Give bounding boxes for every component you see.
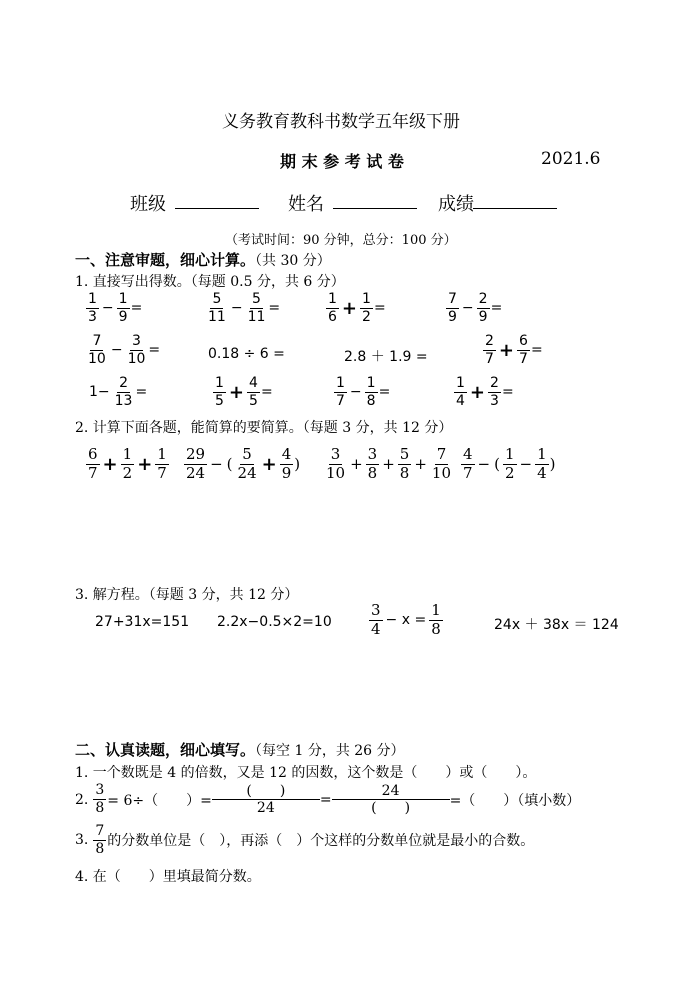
frac-num: 2 [490, 375, 499, 391]
equals: = [260, 384, 273, 401]
frac-num: 1 [88, 291, 97, 307]
equals: = [268, 300, 281, 317]
frac-num: 1 [366, 375, 376, 391]
section1-heading-text: 一、注意审题，细心计算。 [75, 251, 256, 269]
q1-item-9 [87, 376, 147, 408]
frac-num: 2 [119, 375, 129, 391]
operator: − [110, 342, 123, 359]
frac-num: 4 [463, 445, 473, 463]
frac-num: 24 [332, 783, 450, 800]
frac-den: 8 [95, 800, 105, 817]
frac-num: 7 [92, 333, 102, 349]
long-fraction-1 [212, 783, 320, 816]
q2-expr-1 [85, 447, 170, 482]
equation-middle: − x = [385, 612, 427, 629]
frac-den: 7 [88, 463, 98, 482]
section2-heading [75, 739, 405, 760]
frac-den: 10 [127, 350, 146, 367]
frac-den: 10 [431, 463, 452, 482]
equals: = [319, 791, 332, 808]
operator: + [350, 455, 363, 474]
exam-info: （考试时间：90 分钟，总分：100 分） [225, 233, 457, 248]
section2-points: （每空 1 分，共 26 分） [255, 743, 405, 759]
frac-num: 4 [249, 375, 258, 391]
equals: = [135, 384, 148, 401]
frac-num: 2 [485, 333, 494, 349]
frac-num: 1 [157, 445, 167, 463]
q1-item-8 [482, 334, 543, 366]
q2-expr-4 [460, 447, 556, 482]
frac-den: 11 [247, 308, 266, 325]
equation-2: 2.2x−0.5×2=10 [217, 614, 332, 630]
decimal-blank: =（ ）（填小数） [449, 792, 581, 809]
frac-num: 1 [537, 445, 547, 463]
equals: = [490, 300, 503, 317]
frac-den: 10 [326, 463, 346, 482]
frac-num: ( ) [212, 783, 320, 800]
frac-num: 6 [88, 445, 98, 463]
exam-subtitle: 期 末 参 考 试 卷 [280, 152, 404, 171]
frac-num: 1 [122, 445, 133, 463]
operator: + [414, 455, 427, 474]
s2-q3 [75, 824, 534, 856]
long-fraction-2 [332, 783, 450, 816]
section2-heading-text: 二、认真读题，细心填写。 [75, 741, 256, 759]
frac-num: 3 [95, 782, 105, 799]
frac-den: ( ) [371, 800, 411, 817]
operator: + [341, 297, 358, 319]
s2-q1: 1. 一个数既是 4 的倍数，又是 12 的因数，这个数是（ ）或（ ）。 [75, 765, 537, 781]
frac-num: 1 [456, 375, 465, 391]
division-blank: = 6÷（ ）= [107, 792, 212, 809]
frac-den: 7 [485, 350, 494, 367]
q1-item-3 [325, 292, 386, 324]
frac-num: 5 [399, 445, 410, 463]
frac-num: 1 [215, 375, 224, 391]
frac-den: 4 [456, 392, 465, 409]
frac-den: 8 [431, 619, 441, 638]
frac-den: 13 [114, 392, 133, 409]
q1-item-12 [453, 376, 514, 408]
frac-den: 3 [88, 308, 97, 325]
q1-item-5 [85, 334, 160, 366]
q2-expr-3 [323, 447, 454, 482]
operator: − [349, 384, 362, 401]
lead-term: 1− [89, 384, 110, 401]
frac-num: 3 [371, 601, 381, 619]
operator: − [230, 300, 243, 317]
frac-den: 7 [336, 392, 345, 409]
frac-num: 1 [118, 291, 128, 307]
question-number: 2. [75, 791, 89, 808]
operator: − [519, 455, 533, 474]
q2-title: 2. 计算下面各题，能简算的要简算。（每题 3 分，共 12 分） [75, 420, 453, 436]
frac-num: 1 [336, 375, 345, 391]
question-text: 的分数单位是（ ），再添（ ）个这样的分数单位就是最小的合数。 [107, 833, 535, 850]
frac-den: 10 [88, 350, 106, 367]
q1-item-6: 0.18 ÷ 6 = [208, 346, 285, 362]
right-paren: ) [294, 455, 301, 474]
equals: = [130, 300, 143, 317]
frac-num: 5 [242, 445, 252, 463]
frac-num: 3 [330, 445, 341, 463]
equals: = [530, 342, 543, 359]
frac-den: 9 [118, 308, 128, 325]
score-blank[interactable] [473, 208, 557, 209]
equation-1: 27+31x=151 [95, 614, 190, 630]
frac-den: 9 [448, 308, 457, 325]
question-number: 3. [75, 832, 89, 849]
frac-num: 6 [519, 333, 528, 349]
equals: = [373, 300, 386, 317]
operator: + [498, 339, 515, 361]
operator: + [102, 453, 118, 475]
frac-den: 3 [490, 392, 499, 409]
frac-den: 2 [362, 308, 371, 325]
frac-num: 4 [281, 445, 292, 463]
page-title: 义务教育教科书数学五年级下册 [222, 112, 460, 132]
frac-den: 24 [186, 463, 206, 482]
frac-num: 3 [132, 333, 141, 349]
s2-q4: 4. 在（ ）里填最简分数。 [75, 869, 261, 885]
q1-item-1 [85, 292, 142, 324]
frac-den: 7 [157, 463, 167, 482]
s2-q2 [75, 783, 580, 816]
frac-num: 7 [95, 823, 105, 839]
left-paren: ( [494, 455, 500, 474]
right-paren: ) [549, 455, 556, 474]
frac-num: 7 [436, 445, 447, 463]
frac-num: 2 [478, 291, 488, 307]
q1-title: 1. 直接写出得数。（每题 0.5 分，共 6 分） [75, 274, 345, 290]
operator: + [137, 453, 153, 475]
q1-item-7: 2.8 ＋ 1.9 = [344, 349, 428, 365]
equals: = [148, 342, 161, 359]
operator: − [461, 300, 474, 317]
frac-den: 8 [367, 463, 378, 482]
frac-den: 9 [281, 463, 292, 482]
class-label: 班级 [130, 194, 166, 215]
frac-num: 1 [431, 601, 441, 619]
section1-heading [75, 249, 331, 270]
frac-den: 5 [249, 392, 258, 409]
operator: + [469, 381, 486, 403]
frac-den: 7 [519, 350, 528, 367]
exam-date: 2021.6 [541, 149, 601, 169]
frac-num: 5 [252, 291, 261, 307]
frac-num: 1 [328, 291, 337, 307]
frac-num: 3 [367, 445, 378, 463]
q1-item-10 [212, 376, 273, 408]
class-blank[interactable] [175, 208, 259, 209]
frac-den: 9 [478, 308, 488, 325]
frac-den: 6 [328, 308, 337, 325]
frac-den: 7 [463, 463, 473, 482]
operator: − [210, 455, 223, 474]
operator: − [101, 300, 114, 317]
operator: − [477, 455, 491, 474]
equals: = [501, 384, 514, 401]
q1-item-11 [333, 376, 390, 408]
frac-num: 1 [504, 445, 515, 463]
frac-num: 7 [448, 291, 457, 307]
name-blank[interactable] [333, 208, 417, 209]
frac-num: 1 [362, 291, 371, 307]
frac-den: 24 [237, 463, 257, 482]
frac-den: 24 [256, 800, 275, 817]
frac-den: 5 [215, 392, 224, 409]
q1-item-2 [205, 292, 280, 324]
equation-3 [368, 603, 444, 638]
equals: = [378, 384, 391, 401]
name-label: 姓名 [288, 194, 324, 215]
q3-title: 3. 解方程。（每题 3 分，共 12 分） [75, 587, 299, 603]
q2-expr-2 [183, 447, 300, 482]
frac-den: 8 [399, 463, 410, 482]
frac-num: 5 [212, 291, 222, 307]
frac-den: 11 [208, 308, 226, 325]
frac-den: 4 [537, 463, 547, 482]
operator: + [228, 381, 245, 403]
equation-4: 24x ＋ 38x ＝ 124 [494, 617, 619, 633]
frac-den: 2 [122, 463, 133, 482]
operator: + [261, 453, 277, 475]
frac-num: 29 [186, 445, 206, 463]
left-paren: ( [226, 455, 233, 474]
section1-points: （共 30 分） [255, 253, 331, 269]
frac-den: 4 [371, 619, 381, 638]
frac-den: 2 [504, 463, 515, 482]
score-label: 成绩 [438, 194, 474, 215]
q1-item-4 [445, 292, 502, 324]
operator: + [382, 455, 395, 474]
frac-den: 8 [95, 840, 105, 857]
frac-den: 8 [366, 392, 376, 409]
